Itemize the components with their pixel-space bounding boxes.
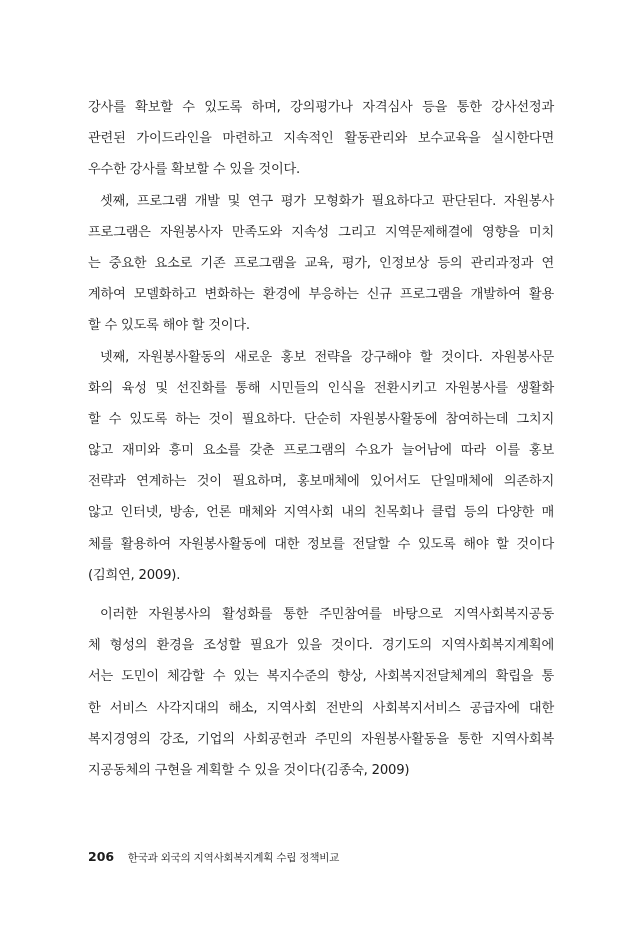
text-line: 지공동체의 구현을 계획할 수 있을 것이다(김종숙, 2009) bbox=[88, 762, 410, 778]
text-line: 관련된 가이드라인을 마련하고 지속적인 활동관리와 보수교육을 실시한다면 bbox=[88, 131, 554, 147]
text-line: 화의 육성 및 선진화를 통해 시민들의 인식을 전환시키고 자원봉사를 생활화 bbox=[88, 380, 554, 396]
running-title: 한국과 외국의 지역사회복지계획 수립 정책비교 bbox=[127, 852, 340, 864]
text-line: 우수한 강사를 확보할 수 있을 것이다. bbox=[88, 162, 301, 178]
text-line: 강사를 확보할 수 있도록 하며, 강의평가나 자격심사 등을 통한 강사선정과 bbox=[88, 100, 554, 115]
text-line: 않고 재미와 흥미 요소를 갖춘 프로그램의 수요가 늘어남에 따라 이를 홍보 bbox=[88, 443, 554, 459]
page-footer bbox=[88, 849, 339, 865]
text-line: 는 중요한 요소로 기존 프로그램을 교육, 평가, 인정보상 등의 관리과정과 연 bbox=[88, 255, 554, 271]
text-line: 전략과 연계하는 것이 필요하며, 홍보매체에 있어서도 단일매체에 의존하지 bbox=[88, 474, 554, 490]
text-line: 넷째, 자원봉사활동의 새로운 홍보 전략을 강구해야 할 것이다. 자원봉사문 bbox=[100, 349, 554, 365]
text-line: 계하여 모델화하고 변화하는 환경에 부응하는 신규 프로그램을 개발하여 활용 bbox=[88, 287, 554, 303]
paragraph-2 bbox=[88, 186, 554, 342]
page-number: 206 bbox=[88, 849, 115, 864]
text-line: 할 수 있도록 하는 것이 필요하다. 단순히 자원봉사활동에 참여하는데 그치지 bbox=[88, 411, 554, 427]
paragraph-1 bbox=[88, 92, 554, 186]
text-line: 한 서비스 사각지대의 해소, 지역사회 전반의 사회복지서비스 공급자에 대한 bbox=[88, 700, 554, 716]
text-line: 체 형성의 환경을 조성할 필요가 있을 것이다. 경기도의 지역사회복지계획에 bbox=[88, 638, 554, 654]
text-line: 셋째, 프로그램 개발 및 연구 평가 모형화가 필요하다고 판단된다. 자원봉사 bbox=[100, 193, 554, 209]
paragraph-4 bbox=[88, 599, 554, 786]
text-line: 이러한 자원봉사의 활성화를 통한 주민참여를 바탕으로 지역사회복지공동 bbox=[100, 607, 554, 622]
paragraph-3 bbox=[88, 342, 554, 592]
body-text bbox=[88, 92, 554, 786]
text-line: 할 수 있도록 해야 할 것이다. bbox=[88, 318, 250, 334]
text-line: 않고 인터넷, 방송, 언론 매체와 지역사회 내의 친목회나 클럽 등의 다양한 매 bbox=[88, 505, 554, 521]
text-line: 체를 활용하여 자원봉사활동에 대한 정보를 전달할 수 있도록 해야 할 것이다 bbox=[88, 536, 554, 552]
paragraph-spacer bbox=[88, 591, 554, 599]
text-line: 프로그램은 자원봉사자 만족도와 지속성 그리고 지역문제해결에 영향을 미치 bbox=[88, 224, 554, 240]
text-line: 복지경영의 강조, 기업의 사회공헌과 주민의 자원봉사활동을 통한 지역사회복 bbox=[88, 731, 554, 747]
text-line: 서는 도민이 체감할 수 있는 복지수준의 향상, 사회복지전달체계의 확립을 통 bbox=[88, 669, 554, 685]
text-line: (김희연, 2009). bbox=[88, 567, 181, 583]
